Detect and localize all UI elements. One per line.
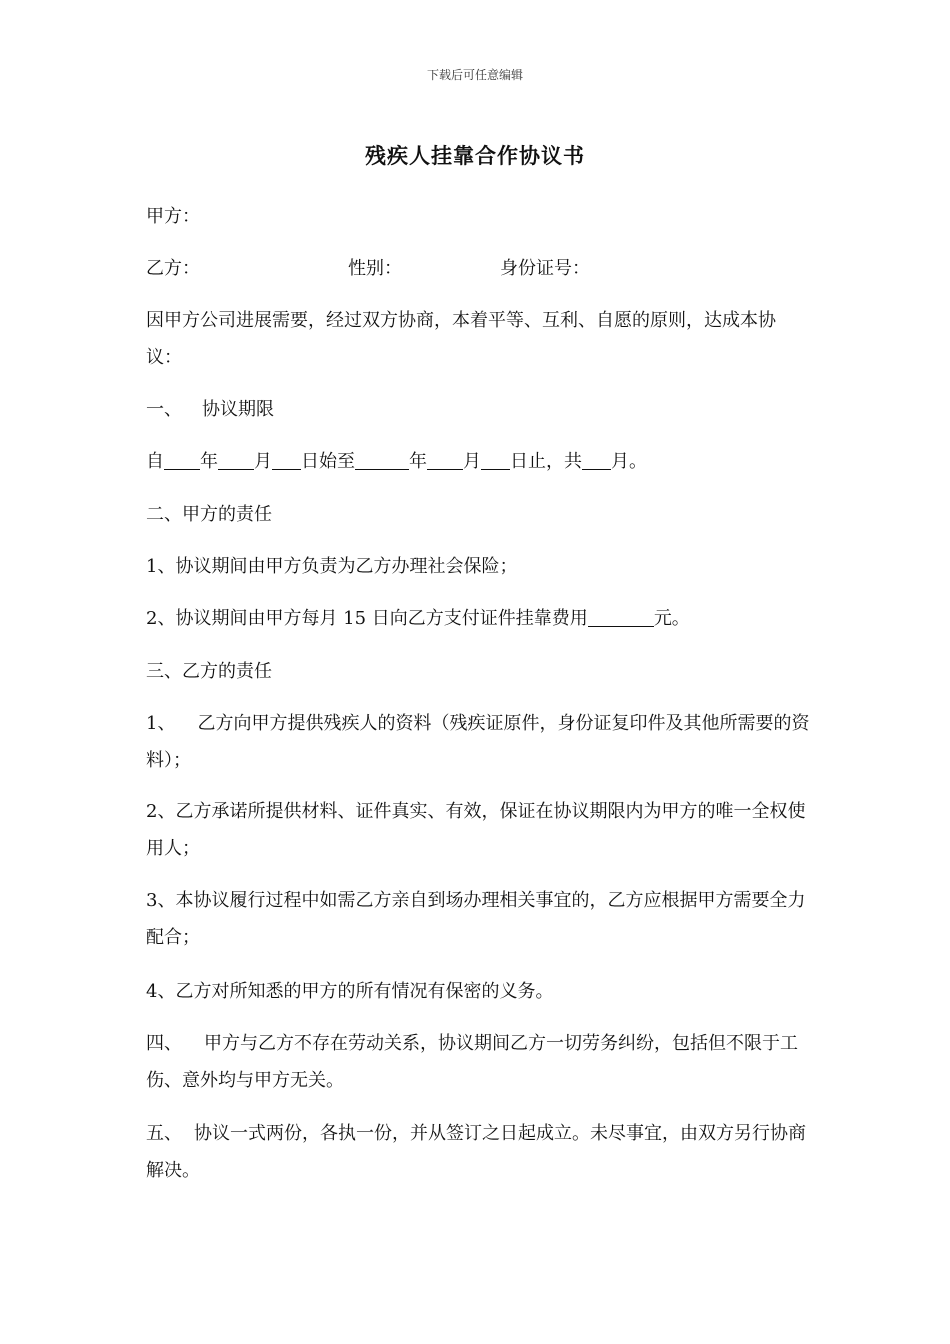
period-year-2: 年 xyxy=(409,451,427,472)
day-blank-2[interactable] xyxy=(481,449,510,470)
section2-title: 二、甲方的责任 xyxy=(146,504,272,525)
section1-heading xyxy=(146,391,811,428)
section3-item2-text: 2、乙方承诺所提供材料、证件真实、有效，保证在协议期限内为甲方的唯一全权使用人； xyxy=(146,801,806,859)
section3-title: 三、乙方的责任 xyxy=(146,661,272,682)
section2-item2-unit: 元。 xyxy=(653,608,690,629)
intro-text: 因甲方公司进展需要，经过双方协商，本着平等、互利、自愿的原则，达成本协议： xyxy=(146,310,776,368)
header-note: 下载后可任意编辑 xyxy=(426,68,523,82)
period-month-2: 月 xyxy=(463,451,481,472)
section3-item1-num: 1、 xyxy=(146,713,176,734)
party-a-line xyxy=(146,198,811,235)
period-day-1: 日始至 xyxy=(301,451,355,472)
section4-text: 甲方与乙方不存在劳动关系，协议期间乙方一切劳务纠纷，包括但不限于工伤、意外均与甲方无关。 xyxy=(146,1033,798,1091)
period-from: 自 xyxy=(146,451,164,472)
month-blank-2[interactable] xyxy=(427,449,463,470)
section1-num: 一、 xyxy=(146,399,182,420)
section3-item4-text: 4、乙方对所知悉的甲方的所有情况有保密的义务。 xyxy=(146,981,554,1002)
section2-heading xyxy=(146,496,811,533)
section3-item1 xyxy=(146,705,811,779)
period-year-1: 年 xyxy=(200,451,218,472)
section3-heading xyxy=(146,653,811,690)
section2-item1 xyxy=(146,548,811,585)
section2-item2-text: 2、协议期间由甲方每月 15 日向乙方支付证件挂靠费用 xyxy=(146,608,588,629)
year-blank-1[interactable] xyxy=(164,449,200,470)
section5-paragraph xyxy=(146,1115,811,1189)
intro-paragraph xyxy=(146,302,811,376)
section3-item4 xyxy=(146,973,811,1010)
fee-amount-blank[interactable] xyxy=(588,606,654,627)
document-title: 残疾人挂靠合作协议书 xyxy=(365,143,585,168)
section3-item1-text: 乙方向甲方提供残疾人的资料（残疾证原件，身份证复印件及其他所需要的资料）； xyxy=(146,713,810,771)
section5-num: 五、 xyxy=(146,1123,182,1144)
party-b-line xyxy=(146,250,811,287)
section4-paragraph xyxy=(146,1025,811,1099)
section1-title: 协议期限 xyxy=(202,399,274,420)
section2-item2 xyxy=(146,600,811,637)
period-day-2: 日止，共 xyxy=(510,451,582,472)
month-blank-1[interactable] xyxy=(218,449,254,470)
party-b-name-label: 乙方： xyxy=(146,258,200,279)
party-b-id-label: 身份证号： xyxy=(500,258,590,279)
period-tail: 月。 xyxy=(611,451,647,472)
period-line xyxy=(146,443,811,480)
party-a-label: 甲方： xyxy=(146,206,200,227)
period-month-1: 月 xyxy=(254,451,272,472)
section5-text: 协议一式两份，各执一份，并从签订之日起成立。未尽事宜，由双方另行协商解决。 xyxy=(146,1123,806,1181)
section3-item3 xyxy=(146,882,811,956)
months-total-blank[interactable] xyxy=(582,449,611,470)
section2-item1-text: 1、协议期间由甲方负责为乙方办理社会保险； xyxy=(146,556,518,577)
section4-num: 四、 xyxy=(146,1033,182,1054)
section3-item2 xyxy=(146,793,811,867)
section3-item3-text: 3、本协议履行过程中如需乙方亲自到场办理相关事宜的，乙方应根据甲方需要全力配合； xyxy=(146,890,806,948)
party-b-gender-label: 性别： xyxy=(348,258,402,279)
year-blank-2[interactable] xyxy=(355,449,409,470)
day-blank-1[interactable] xyxy=(272,449,301,470)
